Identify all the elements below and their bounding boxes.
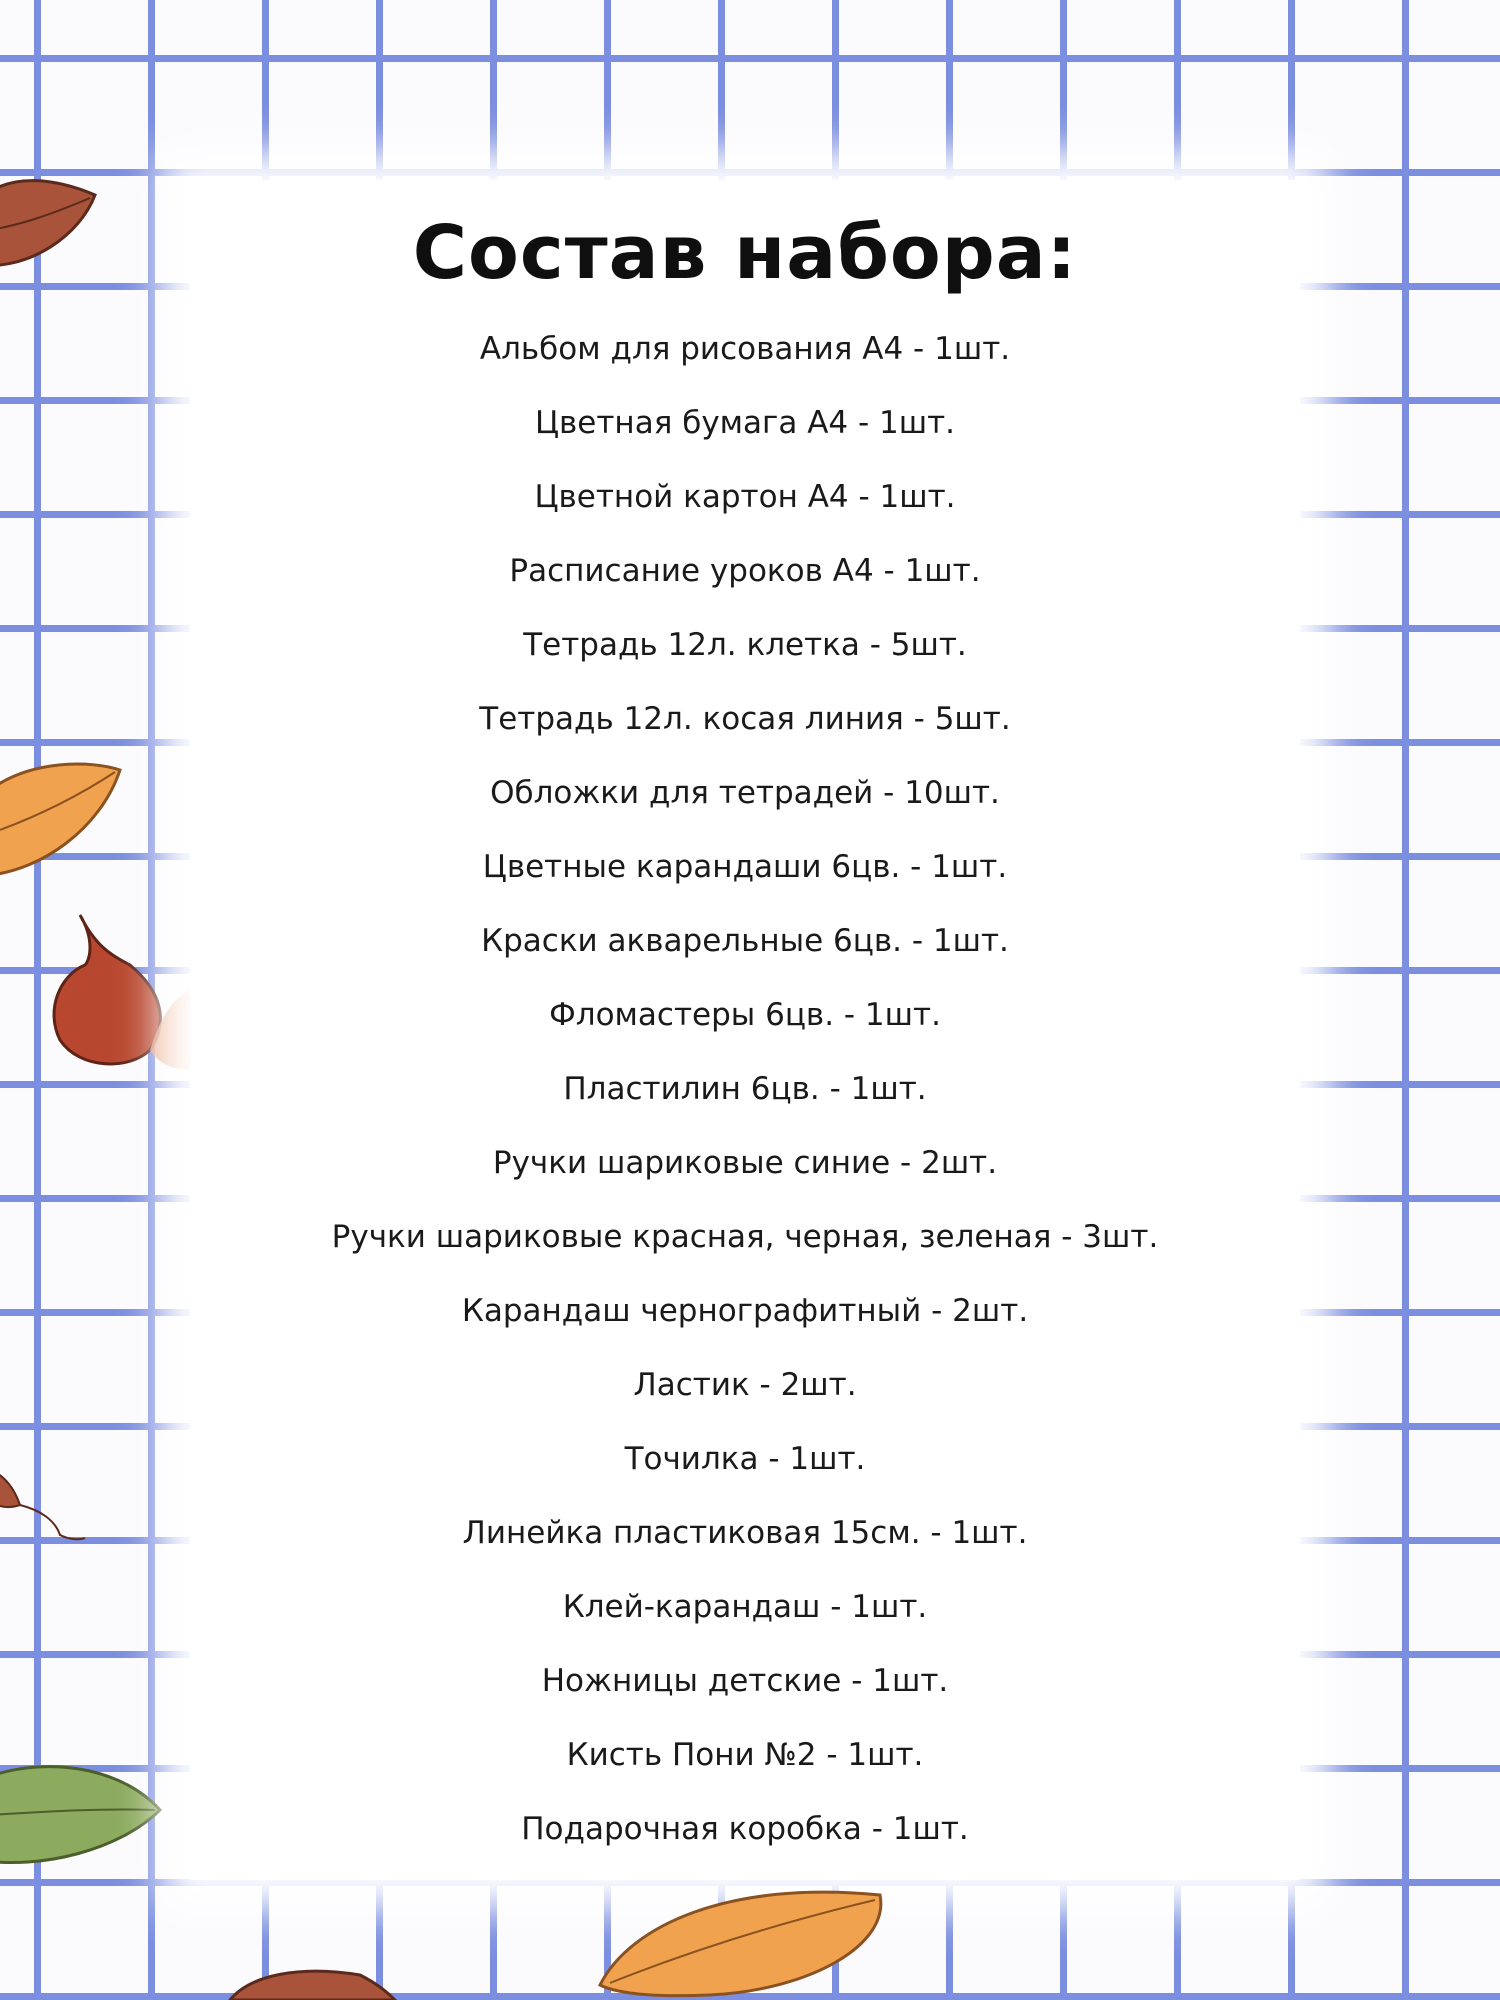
leaf-brown-top-left-icon: [0, 181, 95, 266]
item-list: [190, 312, 1300, 1866]
kit-contents: [190, 180, 1300, 1866]
list-item: Точилка - 1шт.: [624, 1441, 866, 1477]
leaf-brown-bottom-icon: [230, 1971, 395, 2000]
leaf-orange-left-icon: [0, 764, 120, 875]
list-item: Ручки шариковые красная, черная, зеленая - 3шт.: [331, 1219, 1159, 1255]
list-item: Ластик - 2шт.: [633, 1367, 857, 1403]
list-item: Альбом для рисования А4 - 1шт.: [479, 331, 1011, 367]
list-item: Ручки шариковые синие - 2шт.: [492, 1145, 998, 1181]
list-item: Карандаш чернографитный - 2шт.: [461, 1293, 1029, 1329]
list-item: Расписание уроков А4 - 1шт.: [509, 553, 981, 589]
list-item: Клей-карандаш - 1шт.: [562, 1589, 928, 1625]
list-item: Обложки для тетрадей - 10шт.: [490, 775, 1000, 811]
leaf-orange-bottom-icon: [590, 1855, 910, 2000]
list-item: Цветная бумага А4 - 1шт.: [534, 405, 956, 441]
leaf-small-left-icon: [0, 1470, 85, 1539]
list-item: Фломастеры 6цв. - 1шт.: [549, 997, 941, 1033]
list-item: Цветные карандаши 6цв. - 1шт.: [482, 849, 1008, 885]
leaf-red-curled-icon: [54, 915, 190, 1070]
page-title: Состав набора:: [412, 210, 1078, 296]
list-item: Пластилин 6цв. - 1шт.: [563, 1071, 927, 1107]
list-item: Линейка пластиковая 15см. - 1шт.: [462, 1515, 1028, 1551]
list-item: Подарочная коробка - 1шт.: [521, 1811, 969, 1847]
list-item: Цветной картон А4 - 1шт.: [534, 479, 956, 515]
list-item: Ножницы детские - 1шт.: [541, 1663, 949, 1699]
leaf-green-bottom-left-icon: [0, 1767, 160, 1863]
list-item: Краски акварельные 6цв. - 1шт.: [481, 923, 1009, 959]
list-item: Тетрадь 12л. косая линия - 5шт.: [479, 701, 1011, 737]
list-item: Кисть Пони №2 - 1шт.: [566, 1737, 924, 1773]
list-item: Тетрадь 12л. клетка - 5шт.: [523, 627, 967, 663]
